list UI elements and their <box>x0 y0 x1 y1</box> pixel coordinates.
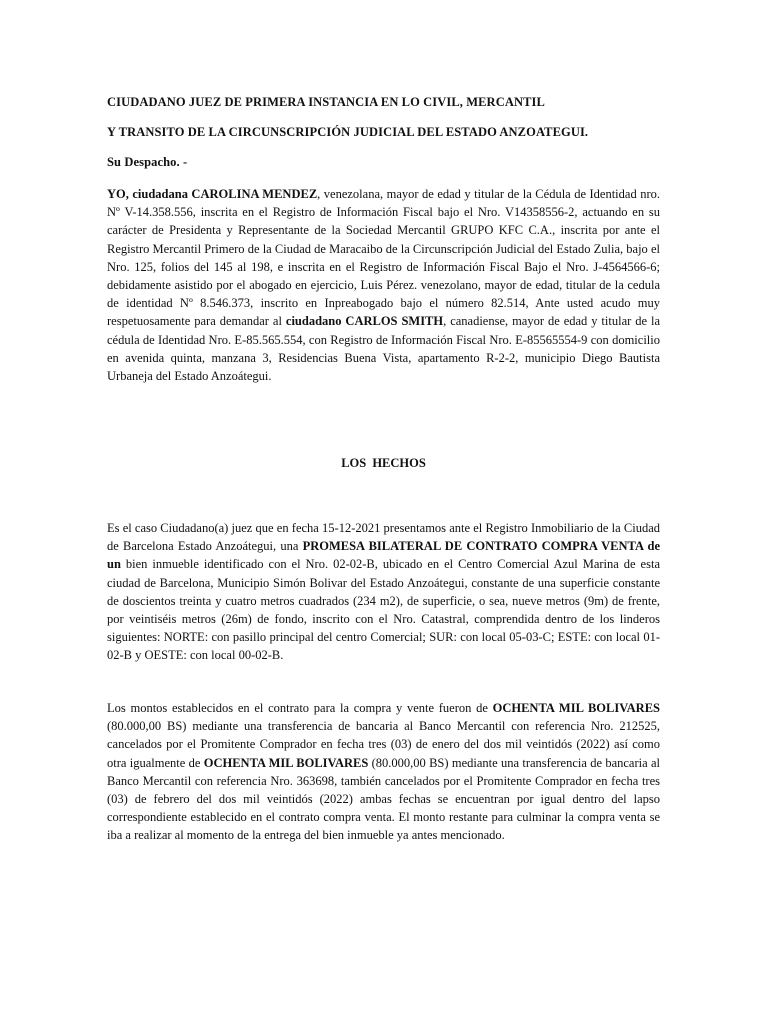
court-address-line-2: Y TRANSITO DE LA CIRCUNSCRIPCIÓN JUDICIAL DEL ESTADO ANZOATEGUI. <box>107 125 589 139</box>
facts-text-2: bien inmueble identificado con el Nro. 02-02-B, ubicado en el Centro Comercial Azul Marina de esta ciudad de Barcelona, Municipio Simón Bolivar del Estado Anzoátegui, constante de una superficie constante de doscientos treinta y cuatro metros cuadrados (234 m2), de superficie, o sea, nueve metros (9m) de frente, por veintiséis metros (26m) de fondo, inscrito con el Nro. Catastral, comprendida dentro de los linderos siguientes: NORTE: con pasillo principal del centro Comercial; SUR: con local 05-03-C; ESTE: con local 01-02-B y OESTE: con local 00-02-B. <box>107 557 660 663</box>
facts-text-5: (80.000,00 BS) mediante una transferencia de bancaria al Banco Mercantil con referencia Nro. 363698, también cancelados por el Promitente Comprador en fecha tres (03) de febrero del dos mil veintidós (2022) ambas fechas se encuentran por igual dentro del lapso correspondiente establecido en el contrato compra venta. El monto restante para culminar la compra venta se iba a realizar al momento de la entrega del bien inmueble ya antes mencionado. <box>107 755 660 843</box>
facts-text-4: (80.000,00 BS) mediante una transferencia de bancaria al Banco Mercantil con referencia Nro. 212525, cancelados por el Promitente Comprador en fecha tres (03) de enero del dos mil veintidós (2022) así como otra igualmente de <box>107 719 660 770</box>
intro-text-1: , venezolana, mayor de edad y titular de la Cédula de Identidad nro. Nº V-14.358.556, inscrita en el Registro de Información Fiscal bajo el Nro. V14358556-2, actuando en su carácter de Presidenta y Representante de la Sociedad Mercantil GRUPO KFC C.A., inscrita por ante el Registro Mercantil Primero de la Ciudad de Maracaibo de la Circunscripción Judicial del Estado Zulia, bajo el Nro. 125, folios del 145 al 198, e inscrita en el Registro de Información Fiscal Bajo el Nro. J-4564566-6; debidamente asistido por el abogado en ejercicio, Luis Pérez. venezolano, mayor de edad, titular de la cedula de identidad Nº 8.546.373, inscrito en Inpreabogado bajo el número 82.514, Ante usted acudo muy respetuosamente para demandar al <box>107 187 660 329</box>
facts-text-1: Es el caso Ciudadano(a) juez que en fecha 15-12-2021 presentamos ante el Registro Inmobiliario de la Ciudad de Barcelona Estado Anzoátegui, una <box>107 521 660 554</box>
facts-paragraph-2 <box>107 699 660 845</box>
intro-paragraph <box>107 185 660 385</box>
amount-2: OCHENTA MIL BOLIVARES <box>203 755 369 770</box>
court-address-line-1: CIUDADANO JUEZ DE PRIMERA INSTANCIA EN LO CIVIL, MERCANTIL <box>107 95 545 109</box>
intro-text-2: , canadiense, mayor de edad y titular de la cédula de Identidad Nro. E-85.565.554, con Registro de Información Fiscal Nro. E-85565554-9 con domicilio en avenida quinta, manzana 3, Residencias Buena Vista, apartamento R-2-2, municipio Diego Bautista Urbaneja del Estado Anzoátegui. <box>107 314 660 384</box>
amount-1: OCHENTA MIL BOLIVARES <box>492 701 660 715</box>
defendant-name: ciudadano CARLOS SMITH <box>285 314 444 329</box>
facts-paragraph-1 <box>107 519 660 665</box>
facts-text-3: Los montos establecidos en el contrato para la compra y vente fueron de <box>107 701 493 715</box>
section-title: LOS HECHOS <box>341 456 426 470</box>
contract-title: PROMESA BILATERAL DE CONTRATO COMPRA VENTA de un <box>107 539 660 572</box>
greeting: Su Despacho. - <box>107 155 188 169</box>
plaintiff-name: YO, ciudadana CAROLINA MENDEZ <box>107 187 318 201</box>
